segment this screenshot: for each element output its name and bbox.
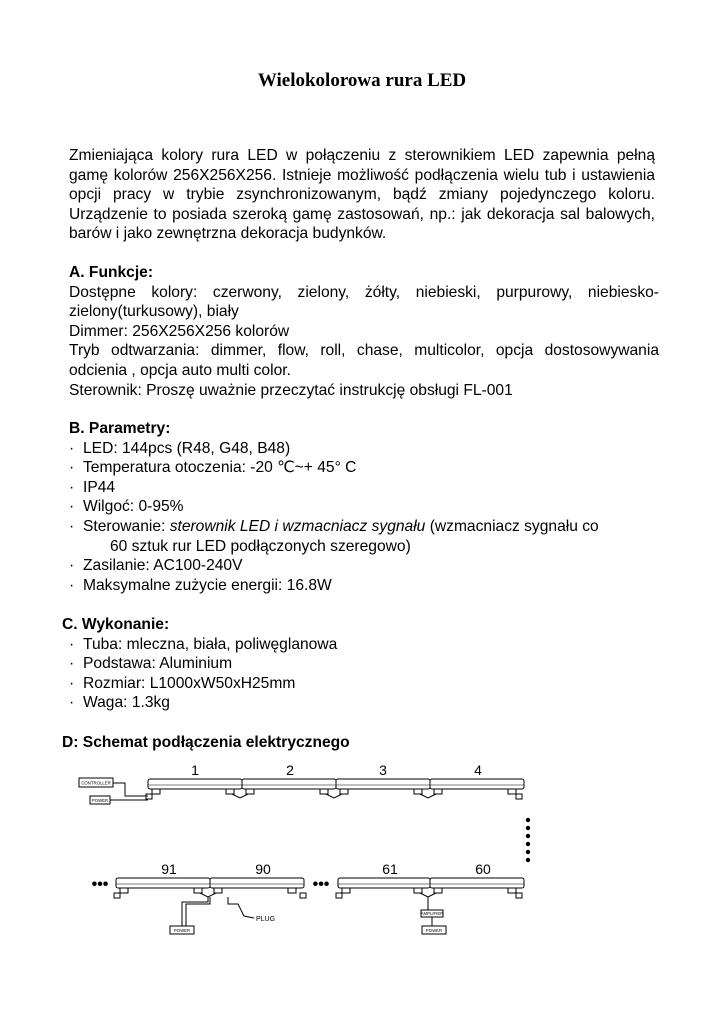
end-connector <box>336 893 342 898</box>
control-param-prefix: Sterowanie: <box>83 517 170 535</box>
bullet-dot: · <box>69 478 75 496</box>
amplifier-label: AMPLIFIER <box>420 911 444 916</box>
bullet-dot: · <box>69 674 75 692</box>
end-connector <box>114 893 120 898</box>
power-supply-param: Zasilanie: AC100-240V <box>83 557 243 575</box>
power-wire <box>186 897 210 926</box>
document-title: Wielokolorowa rura LED <box>257 70 467 91</box>
plug-wire <box>228 897 254 918</box>
colors-line: Dostępne kolory: czerwony, zielony, żółty, niebieski, purpurowy, niebiesko-zielony(turkusowy), biały <box>69 283 659 321</box>
tube-label-3: 3 <box>379 762 387 778</box>
connector <box>232 794 248 798</box>
bullet-dot: · <box>69 498 75 516</box>
bullet-dot: · <box>69 517 75 535</box>
base-spec: Podstawa: Aluminium <box>83 655 233 673</box>
modes-line: Tryb odtwarzania: dimmer, flow, roll, chase, multicolor, opcja dostosowywania odcienia , opcja auto multi color. <box>69 342 659 379</box>
section-b-heading: B. Parametry: <box>69 420 171 437</box>
controller-wire <box>113 783 148 796</box>
end-connector <box>516 794 522 799</box>
temperature-param: Temperatura otoczenia: -20 ℃~+ 45° C <box>83 459 357 477</box>
connector <box>200 893 216 897</box>
tube-label-4: 4 <box>474 762 482 778</box>
tube-3 <box>336 779 430 794</box>
end-connector <box>300 893 306 898</box>
section-d-heading: D: Schemat podłączenia elektrycznego <box>62 734 350 751</box>
bullet-dot: · <box>69 655 75 673</box>
power-label-top: POWER <box>91 798 109 803</box>
tube-1 <box>148 779 242 794</box>
tube-4 <box>430 779 524 794</box>
bullet-dot: · <box>69 439 75 457</box>
power-label-left: POWER <box>173 928 191 933</box>
tube-label-90: 90 <box>255 861 271 877</box>
dimmer-line: Dimmer: 256X256X256 kolorów <box>69 322 290 340</box>
bullet-dot: · <box>69 459 75 477</box>
ip-param: IP44 <box>83 478 116 496</box>
tube-91 <box>116 878 210 893</box>
tube-label-61: 61 <box>382 861 398 877</box>
tube-60 <box>430 878 524 893</box>
tube-label-2: 2 <box>286 762 294 778</box>
ellipsis-left: ••• <box>91 876 109 893</box>
tube-61 <box>338 878 430 893</box>
end-connector <box>516 893 522 898</box>
tube-label-1: 1 <box>191 762 199 778</box>
section-a-heading: A. Funkcje: <box>69 264 154 281</box>
controller-line: Sterownik: Proszę uważnie przeczytać instrukcję obsługi FL-001 <box>69 381 513 399</box>
tube-label-60: 60 <box>475 861 491 877</box>
control-param-line2: 60 sztuk rur LED podłączonych szeregowo) <box>110 537 411 555</box>
connector <box>420 794 436 798</box>
bullet-dot: · <box>69 635 75 653</box>
connector <box>326 794 342 798</box>
humidity-param: Wilgoć: 0-95% <box>83 498 184 516</box>
weight-spec: Waga: 1.3kg <box>83 694 170 712</box>
tube-spec: Tuba: mleczna, biała, poliwęglanowa <box>83 635 338 653</box>
bullet-dot: · <box>69 576 75 594</box>
controller-label: CONTROLLER <box>81 780 111 786</box>
plug-label: PLUG <box>256 916 276 923</box>
bullet-dot: · <box>69 694 75 712</box>
power-label-right: POWER <box>425 928 443 933</box>
connector <box>420 893 436 897</box>
control-param-italic: sterownik LED i wzmacniacz sygnału <box>169 517 426 535</box>
tube-90 <box>210 878 304 893</box>
tube-2 <box>242 779 336 794</box>
continuation-dots <box>526 818 530 862</box>
size-spec: Rozmiar: L1000xW50xH25mm <box>83 674 296 692</box>
led-param: LED: 144pcs (R48, G48, B48) <box>83 439 291 457</box>
control-param-suffix: (wzmacniacz sygnału co <box>425 517 599 535</box>
bullet-dot: · <box>69 557 75 575</box>
intro-paragraph: Zmieniająca kolory rura LED w połączeniu z sterownikiem LED zapewnia pełną gamę kolorów 256X256X256. Istnieje możliwość podłączenia wielu tub i ustawienia opcji pracy w trybie zsynchronizowanym, bądź zmiany pojedynczego koloru. Urządzenie to posiada szeroką gamę zastosowań, np.: jak dekoracja sal balowych, barów i jako zewnętrzna dekoracja budynków. <box>69 147 655 243</box>
section-c-heading: C. Wykonanie: <box>62 616 170 633</box>
ellipsis-middle: ••• <box>312 876 330 893</box>
tube-label-91: 91 <box>161 861 177 877</box>
max-power-param: Maksymalne zużycie energii: 16.8W <box>83 576 332 594</box>
